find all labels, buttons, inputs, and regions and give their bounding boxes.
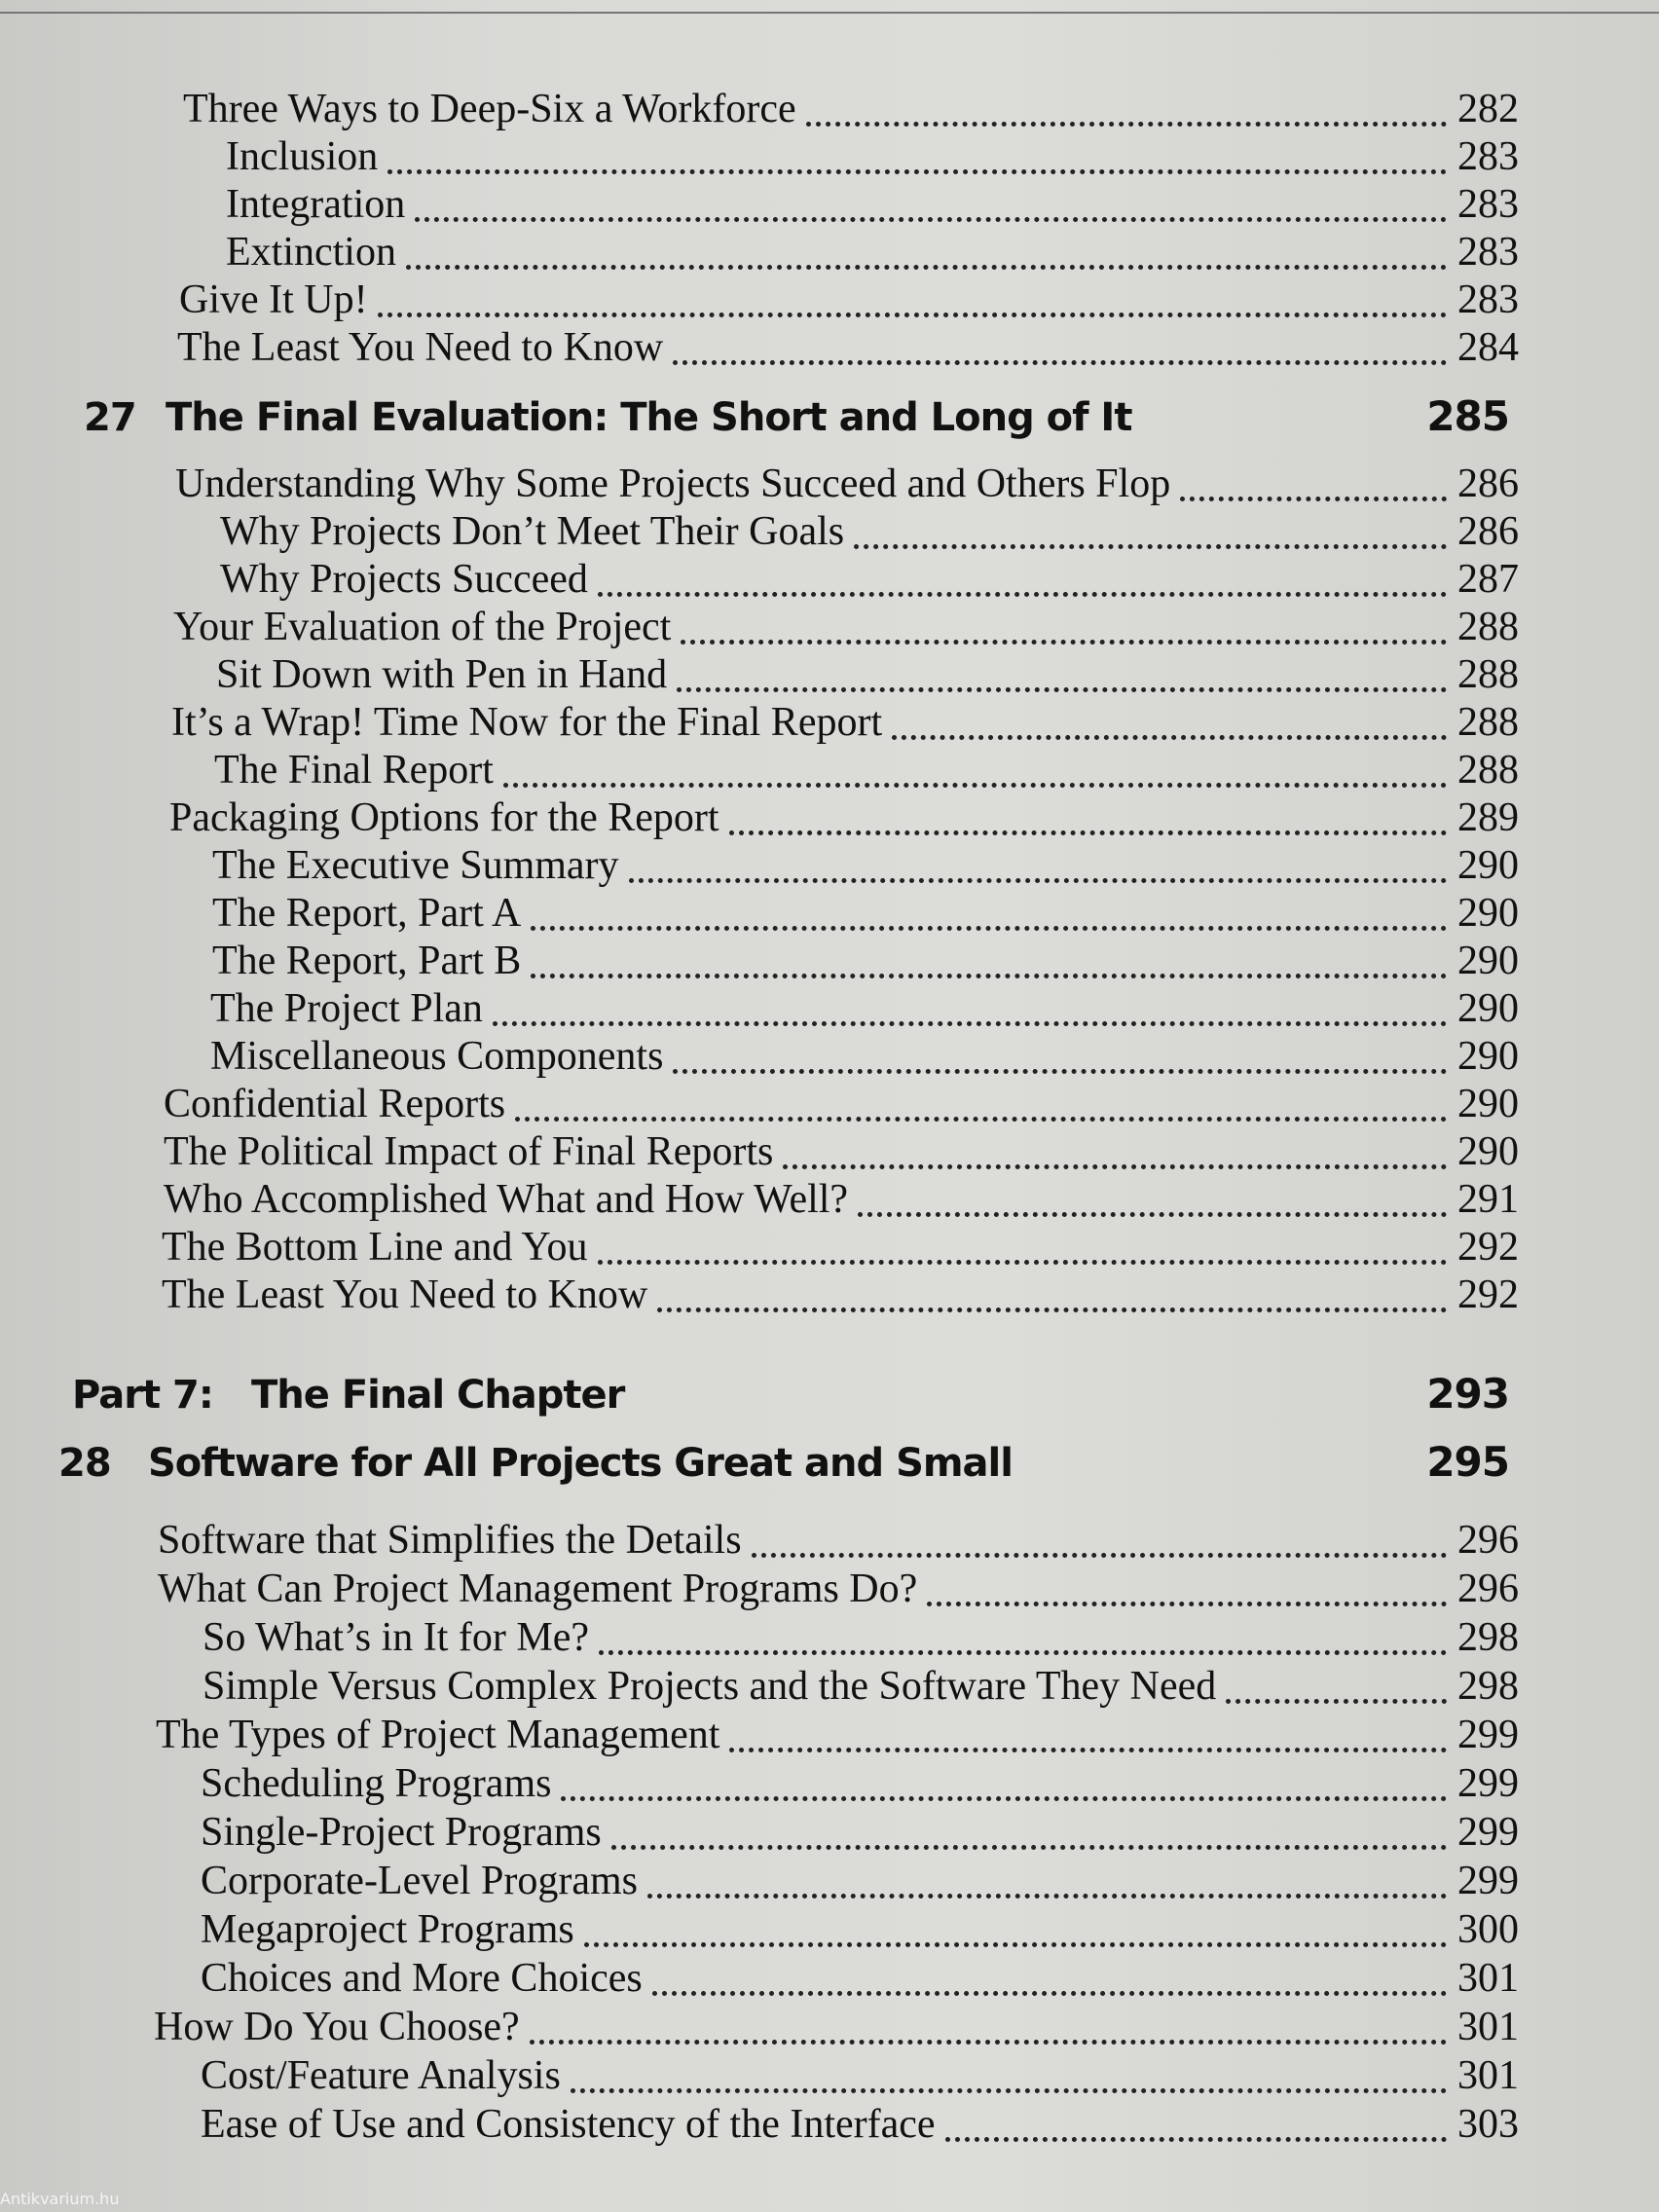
toc-entry[interactable] bbox=[0, 844, 1519, 893]
toc-entry-page: 296 bbox=[1457, 1567, 1519, 1611]
toc-entry-page: 288 bbox=[1457, 652, 1519, 697]
toc-entry-page: 292 bbox=[1457, 1225, 1519, 1270]
leader-dots bbox=[677, 687, 1447, 692]
toc-entry-page: 299 bbox=[1457, 1810, 1519, 1855]
chapter-number: 27 bbox=[84, 395, 136, 440]
toc-entry-page: 290 bbox=[1457, 1082, 1519, 1126]
toc-entry[interactable] bbox=[0, 749, 1519, 797]
toc-entry-title: Single-Project Programs bbox=[201, 1810, 602, 1855]
leader-dots bbox=[729, 1748, 1447, 1752]
toc-entry-page: 298 bbox=[1457, 1615, 1519, 1660]
toc-entry-page: 299 bbox=[1457, 1713, 1519, 1757]
toc-entry[interactable] bbox=[0, 135, 1519, 184]
toc-entry-title: The Bottom Line and You bbox=[162, 1225, 588, 1270]
leader-dots bbox=[415, 217, 1447, 222]
toc-entry-page: 283 bbox=[1457, 182, 1519, 227]
toc-entry-title: The Project Plan bbox=[210, 986, 483, 1031]
toc-entry[interactable] bbox=[0, 1908, 1519, 1957]
toc-entry-title: Scheduling Programs bbox=[201, 1761, 552, 1806]
toc-entry[interactable] bbox=[0, 1567, 1519, 1616]
toc-entry-title: Why Projects Don’t Meet Their Goals bbox=[220, 509, 845, 554]
toc-entry[interactable] bbox=[0, 2103, 1519, 2152]
leader-dots bbox=[515, 1117, 1447, 1122]
toc-entry-title: The Final Report bbox=[214, 748, 494, 793]
toc-entry[interactable] bbox=[0, 462, 1519, 511]
toc-entry-page: 290 bbox=[1457, 843, 1519, 888]
toc-entry[interactable] bbox=[0, 701, 1519, 750]
toc-entry-page: 303 bbox=[1457, 2102, 1519, 2147]
part-label: Part 7: bbox=[72, 1373, 213, 1418]
toc-entry[interactable] bbox=[0, 1178, 1519, 1227]
chapter-number: 28 bbox=[58, 1441, 111, 1486]
toc-entry-title: The Report, Part A bbox=[212, 891, 522, 936]
chapter-27-heading[interactable] bbox=[0, 389, 1519, 444]
toc-entry[interactable] bbox=[0, 1957, 1519, 2006]
toc-entry[interactable] bbox=[0, 1130, 1519, 1179]
toc-entry-title: Give It Up! bbox=[179, 277, 368, 322]
leader-dots bbox=[892, 735, 1447, 740]
toc-entry-title: Extinction bbox=[226, 230, 396, 275]
toc-entry-title: Understanding Why Some Projects Succeed and Others Flop bbox=[175, 461, 1171, 506]
leader-dots bbox=[806, 122, 1447, 127]
toc-entry[interactable] bbox=[0, 1665, 1519, 1714]
toc-entry[interactable] bbox=[0, 606, 1519, 654]
toc-entry-page: 286 bbox=[1457, 509, 1519, 554]
leader-dots bbox=[673, 360, 1447, 365]
toc-entry[interactable] bbox=[0, 1616, 1519, 1665]
leader-dots bbox=[673, 1069, 1447, 1074]
toc-entry-page: 300 bbox=[1457, 1907, 1519, 1952]
toc-entry-page: 290 bbox=[1457, 1129, 1519, 1174]
toc-entry[interactable] bbox=[0, 940, 1519, 988]
toc-entry-title: The Political Impact of Final Reports bbox=[164, 1129, 774, 1174]
toc-entry-page: 290 bbox=[1457, 891, 1519, 936]
toc-entry-title: Integration bbox=[226, 182, 406, 227]
leader-dots bbox=[531, 926, 1447, 931]
toc-entry[interactable] bbox=[0, 88, 1519, 136]
toc-entry-title: Sit Down with Pen in Hand bbox=[216, 652, 668, 697]
toc-entry-page: 287 bbox=[1457, 557, 1519, 602]
page-top-rule bbox=[0, 12, 1659, 14]
toc-entry-page: 288 bbox=[1457, 748, 1519, 793]
toc-entry-page: 288 bbox=[1457, 700, 1519, 745]
toc-entry-title: Confidential Reports bbox=[164, 1082, 506, 1126]
part-page: 293 bbox=[1426, 1370, 1509, 1418]
leader-dots bbox=[584, 1942, 1447, 1947]
toc-entry-page: 299 bbox=[1457, 1859, 1519, 1903]
toc-entry-page: 290 bbox=[1457, 986, 1519, 1031]
leader-dots bbox=[531, 974, 1447, 978]
toc-entry[interactable] bbox=[0, 278, 1519, 327]
toc-entry[interactable] bbox=[0, 183, 1519, 232]
toc-entry[interactable] bbox=[0, 1714, 1519, 1762]
leader-dots bbox=[652, 1991, 1447, 1996]
toc-entry-title: Your Evaluation of the Project bbox=[173, 605, 672, 649]
toc-entry[interactable] bbox=[0, 558, 1519, 607]
toc-entry-page: 286 bbox=[1457, 461, 1519, 506]
toc-entry-title: How Do You Choose? bbox=[154, 2005, 520, 2049]
toc-entry-title: The Least You Need to Know bbox=[177, 325, 664, 370]
toc-entry-page: 290 bbox=[1457, 939, 1519, 983]
toc-entry-title: It’s a Wrap! Time Now for the Final Report bbox=[171, 700, 883, 745]
toc-entry-page: 283 bbox=[1457, 134, 1519, 179]
leader-dots bbox=[1226, 1699, 1447, 1704]
toc-entry[interactable] bbox=[0, 1226, 1519, 1274]
leader-dots bbox=[571, 2088, 1447, 2093]
leader-dots bbox=[927, 1602, 1447, 1606]
leader-dots bbox=[598, 592, 1447, 597]
toc-entry-title: So What’s in It for Me? bbox=[203, 1615, 589, 1660]
toc-entry[interactable] bbox=[0, 1811, 1519, 1860]
toc-entry-page: 284 bbox=[1457, 325, 1519, 370]
leader-dots bbox=[657, 1308, 1447, 1312]
toc-entry-title: What Can Project Management Programs Do? bbox=[158, 1567, 918, 1611]
toc-entry-title: Inclusion bbox=[226, 134, 379, 179]
toc-entry-page: 290 bbox=[1457, 1034, 1519, 1079]
leader-dots bbox=[854, 544, 1447, 549]
leader-dots bbox=[387, 169, 1447, 174]
toc-entry-page: 283 bbox=[1457, 277, 1519, 322]
leader-dots bbox=[378, 313, 1447, 317]
part-7-heading[interactable] bbox=[0, 1367, 1519, 1421]
toc-entry-title: The Executive Summary bbox=[212, 843, 619, 888]
toc-entry[interactable] bbox=[0, 1083, 1519, 1131]
toc-entry-page: 298 bbox=[1457, 1664, 1519, 1709]
chapter-page: 295 bbox=[1426, 1438, 1509, 1486]
toc-entry-page: 296 bbox=[1457, 1518, 1519, 1563]
leader-dots bbox=[858, 1212, 1447, 1217]
toc-entry[interactable] bbox=[0, 326, 1519, 375]
watermark: Antikvarium.hu bbox=[0, 2190, 120, 2208]
leader-dots bbox=[561, 1796, 1447, 1801]
leader-dots bbox=[681, 640, 1447, 645]
toc-entry-page: 301 bbox=[1457, 2005, 1519, 2049]
toc-entry-page: 299 bbox=[1457, 1761, 1519, 1806]
toc-entry-title: The Types of Project Management bbox=[156, 1713, 720, 1757]
toc-entry-title: The Least You Need to Know bbox=[162, 1272, 648, 1317]
toc-entry[interactable] bbox=[0, 510, 1519, 559]
leader-dots bbox=[729, 830, 1447, 835]
toc-entry-page: 291 bbox=[1457, 1177, 1519, 1222]
leader-dots bbox=[647, 1894, 1447, 1899]
toc-entry-page: 301 bbox=[1457, 2053, 1519, 2098]
toc-entry[interactable] bbox=[0, 2006, 1519, 2054]
toc-entry-title: Miscellaneous Components bbox=[210, 1034, 664, 1079]
toc-entry-title: Three Ways to Deep-Six a Workforce bbox=[183, 87, 796, 131]
toc-entry[interactable] bbox=[0, 987, 1519, 1036]
toc-entry-title: Choices and More Choices bbox=[201, 1956, 643, 2001]
chapter-title: The Final Evaluation: The Short and Long of It bbox=[166, 395, 1132, 440]
part-title: The Final Chapter bbox=[251, 1373, 625, 1418]
leader-dots bbox=[598, 1260, 1447, 1265]
toc-entry[interactable] bbox=[0, 1762, 1519, 1811]
chapter-title: Software for All Projects Great and Small bbox=[148, 1441, 1013, 1486]
leader-dots bbox=[530, 2040, 1447, 2045]
toc-entry-page: 289 bbox=[1457, 795, 1519, 840]
leader-dots bbox=[406, 265, 1447, 270]
leader-dots bbox=[629, 878, 1447, 883]
toc-entry-page: 288 bbox=[1457, 605, 1519, 649]
toc-entry-title: Who Accomplished What and How Well? bbox=[164, 1177, 849, 1222]
toc-entry[interactable] bbox=[0, 892, 1519, 940]
leader-dots bbox=[611, 1845, 1447, 1850]
toc-entry-title: Packaging Options for the Report bbox=[169, 795, 719, 840]
toc-entry[interactable] bbox=[0, 2054, 1519, 2103]
leader-dots bbox=[503, 783, 1447, 788]
toc-entry-title: Ease of Use and Consistency of the Interface bbox=[201, 2102, 936, 2147]
leader-dots bbox=[1180, 497, 1447, 501]
toc-entry-title: Cost/Feature Analysis bbox=[201, 2053, 561, 2098]
chapter-page: 285 bbox=[1426, 392, 1509, 440]
toc-entry-page: 301 bbox=[1457, 1956, 1519, 2001]
toc-entry[interactable] bbox=[0, 1860, 1519, 1908]
toc-entry-title: Corporate-Level Programs bbox=[201, 1859, 639, 1903]
toc-entry-title: Simple Versus Complex Projects and the Software They Need bbox=[203, 1664, 1217, 1709]
toc-entry[interactable] bbox=[0, 231, 1519, 279]
leader-dots bbox=[599, 1650, 1447, 1655]
toc-entry-page: 282 bbox=[1457, 87, 1519, 131]
leader-dots bbox=[783, 1164, 1447, 1169]
toc-entry[interactable] bbox=[0, 1519, 1519, 1567]
toc-entry-title: Megaproject Programs bbox=[201, 1907, 574, 1952]
toc-entry-title: Why Projects Succeed bbox=[220, 557, 588, 602]
chapter-28-heading[interactable] bbox=[0, 1435, 1519, 1490]
leader-dots bbox=[752, 1553, 1447, 1558]
toc-entry-title: Software that Simplifies the Details bbox=[158, 1518, 742, 1563]
toc-entry[interactable] bbox=[0, 1035, 1519, 1084]
leader-dots bbox=[493, 1021, 1447, 1026]
toc-entry-page: 283 bbox=[1457, 230, 1519, 275]
toc-entry[interactable] bbox=[0, 653, 1519, 702]
toc-entry-title: The Report, Part B bbox=[212, 939, 522, 983]
toc-entry[interactable] bbox=[0, 796, 1519, 845]
toc-entry[interactable] bbox=[0, 1273, 1519, 1322]
leader-dots bbox=[945, 2137, 1447, 2142]
toc-entry-page: 292 bbox=[1457, 1272, 1519, 1317]
